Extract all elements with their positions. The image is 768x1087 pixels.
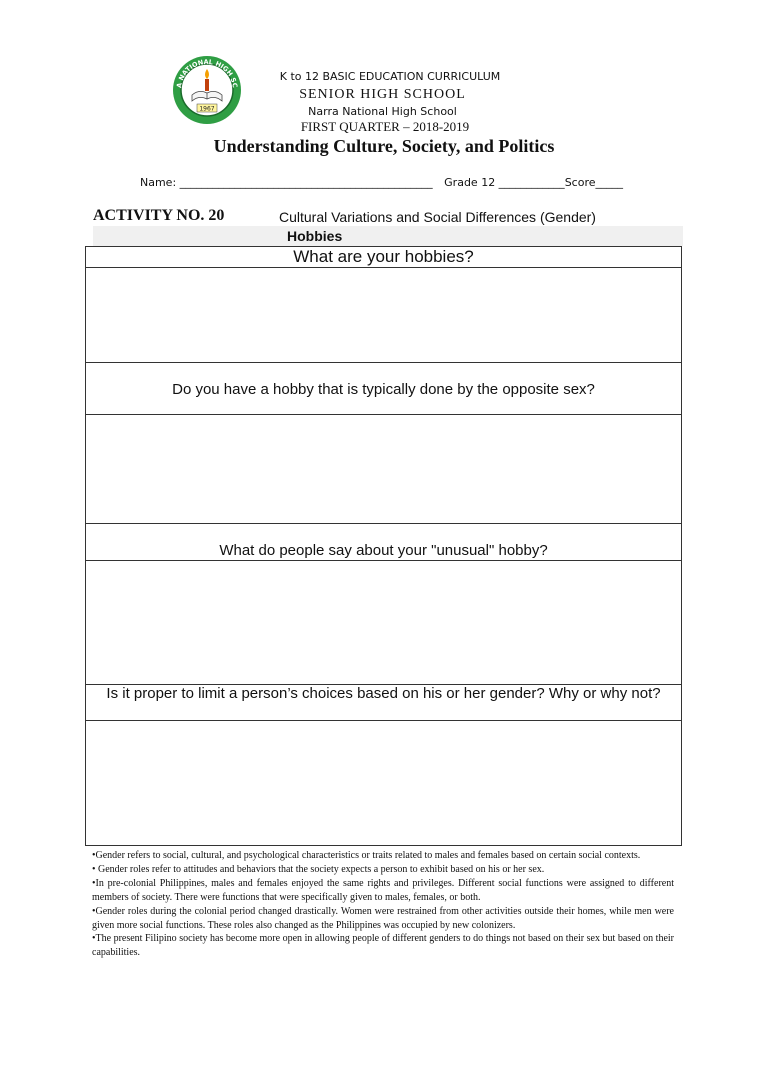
level-label: SENIOR HIGH SCHOOL — [299, 87, 466, 102]
note-item: •The present Filipino society has become more open in allowing people of different genders to do things not based on their sex but based on their capabilities. — [92, 933, 674, 959]
activity-header-shade — [93, 226, 683, 246]
note-item: •Gender roles during the colonial period changed drastically. Women were restrained from other activities outside their homes, while men were given more social functions. These roles also changed as the Philippines was occupied by new colonizers. — [92, 905, 674, 931]
grade-field[interactable]: Grade 12 ____________ — [444, 176, 565, 189]
question-2: Do you have a hobby that is typically done by the opposite sex? — [172, 381, 595, 398]
svg-text:1967: 1967 — [199, 105, 215, 113]
subject-title: Understanding Culture, Society, and Politics — [213, 136, 555, 156]
student-info-line — [140, 176, 623, 189]
answer-area-2[interactable] — [86, 415, 681, 523]
svg-text:NARRA NATIONAL HIGH SCHOOL: A NATIONAL HIGH SC — [175, 57, 239, 89]
gender-notes — [92, 849, 674, 960]
question-1: What are your hobbies? — [293, 247, 474, 266]
note-item: •Gender refers to social, cultural, and psychological characteristics or traits related to males and females based on certain social contexts. — [92, 850, 641, 861]
curriculum-label: K to 12 BASIC EDUCATION CURRICULUM — [279, 70, 501, 83]
answer-area-3[interactable] — [86, 561, 681, 684]
activity-subtitle: Hobbies — [287, 228, 343, 244]
note-item: • Gender roles refer to attitudes and behaviors that the society expects a person to exhibit based on his or her sex. — [92, 863, 545, 875]
question-4: Is it proper to limit a person’s choices based on his or her gender? Why or why not? — [106, 685, 661, 702]
question-3: What do people say about your "unusual" hobby? — [219, 542, 548, 559]
name-field[interactable]: Name: ______________________________________________ — [140, 176, 433, 189]
divider — [85, 523, 682, 524]
note-item: •In pre-colonial Philippines, males and females enjoyed the same rights and privileges. Different social functions were assigned to different members of society. There were functions that were specifically given to males, females, or both. — [92, 877, 674, 903]
score-field[interactable]: Score_____ — [564, 176, 623, 189]
answer-area-1[interactable] — [86, 268, 681, 362]
activity-number: ACTIVITY NO. 20 — [93, 207, 225, 224]
answer-area-4[interactable] — [86, 721, 681, 845]
activity-title: Cultural Variations and Social Differences (Gender) — [279, 209, 596, 225]
quarter-label: FIRST QUARTER – 2018-2019 — [300, 119, 470, 134]
school-name: Narra National High School — [308, 105, 457, 118]
divider — [85, 362, 682, 363]
